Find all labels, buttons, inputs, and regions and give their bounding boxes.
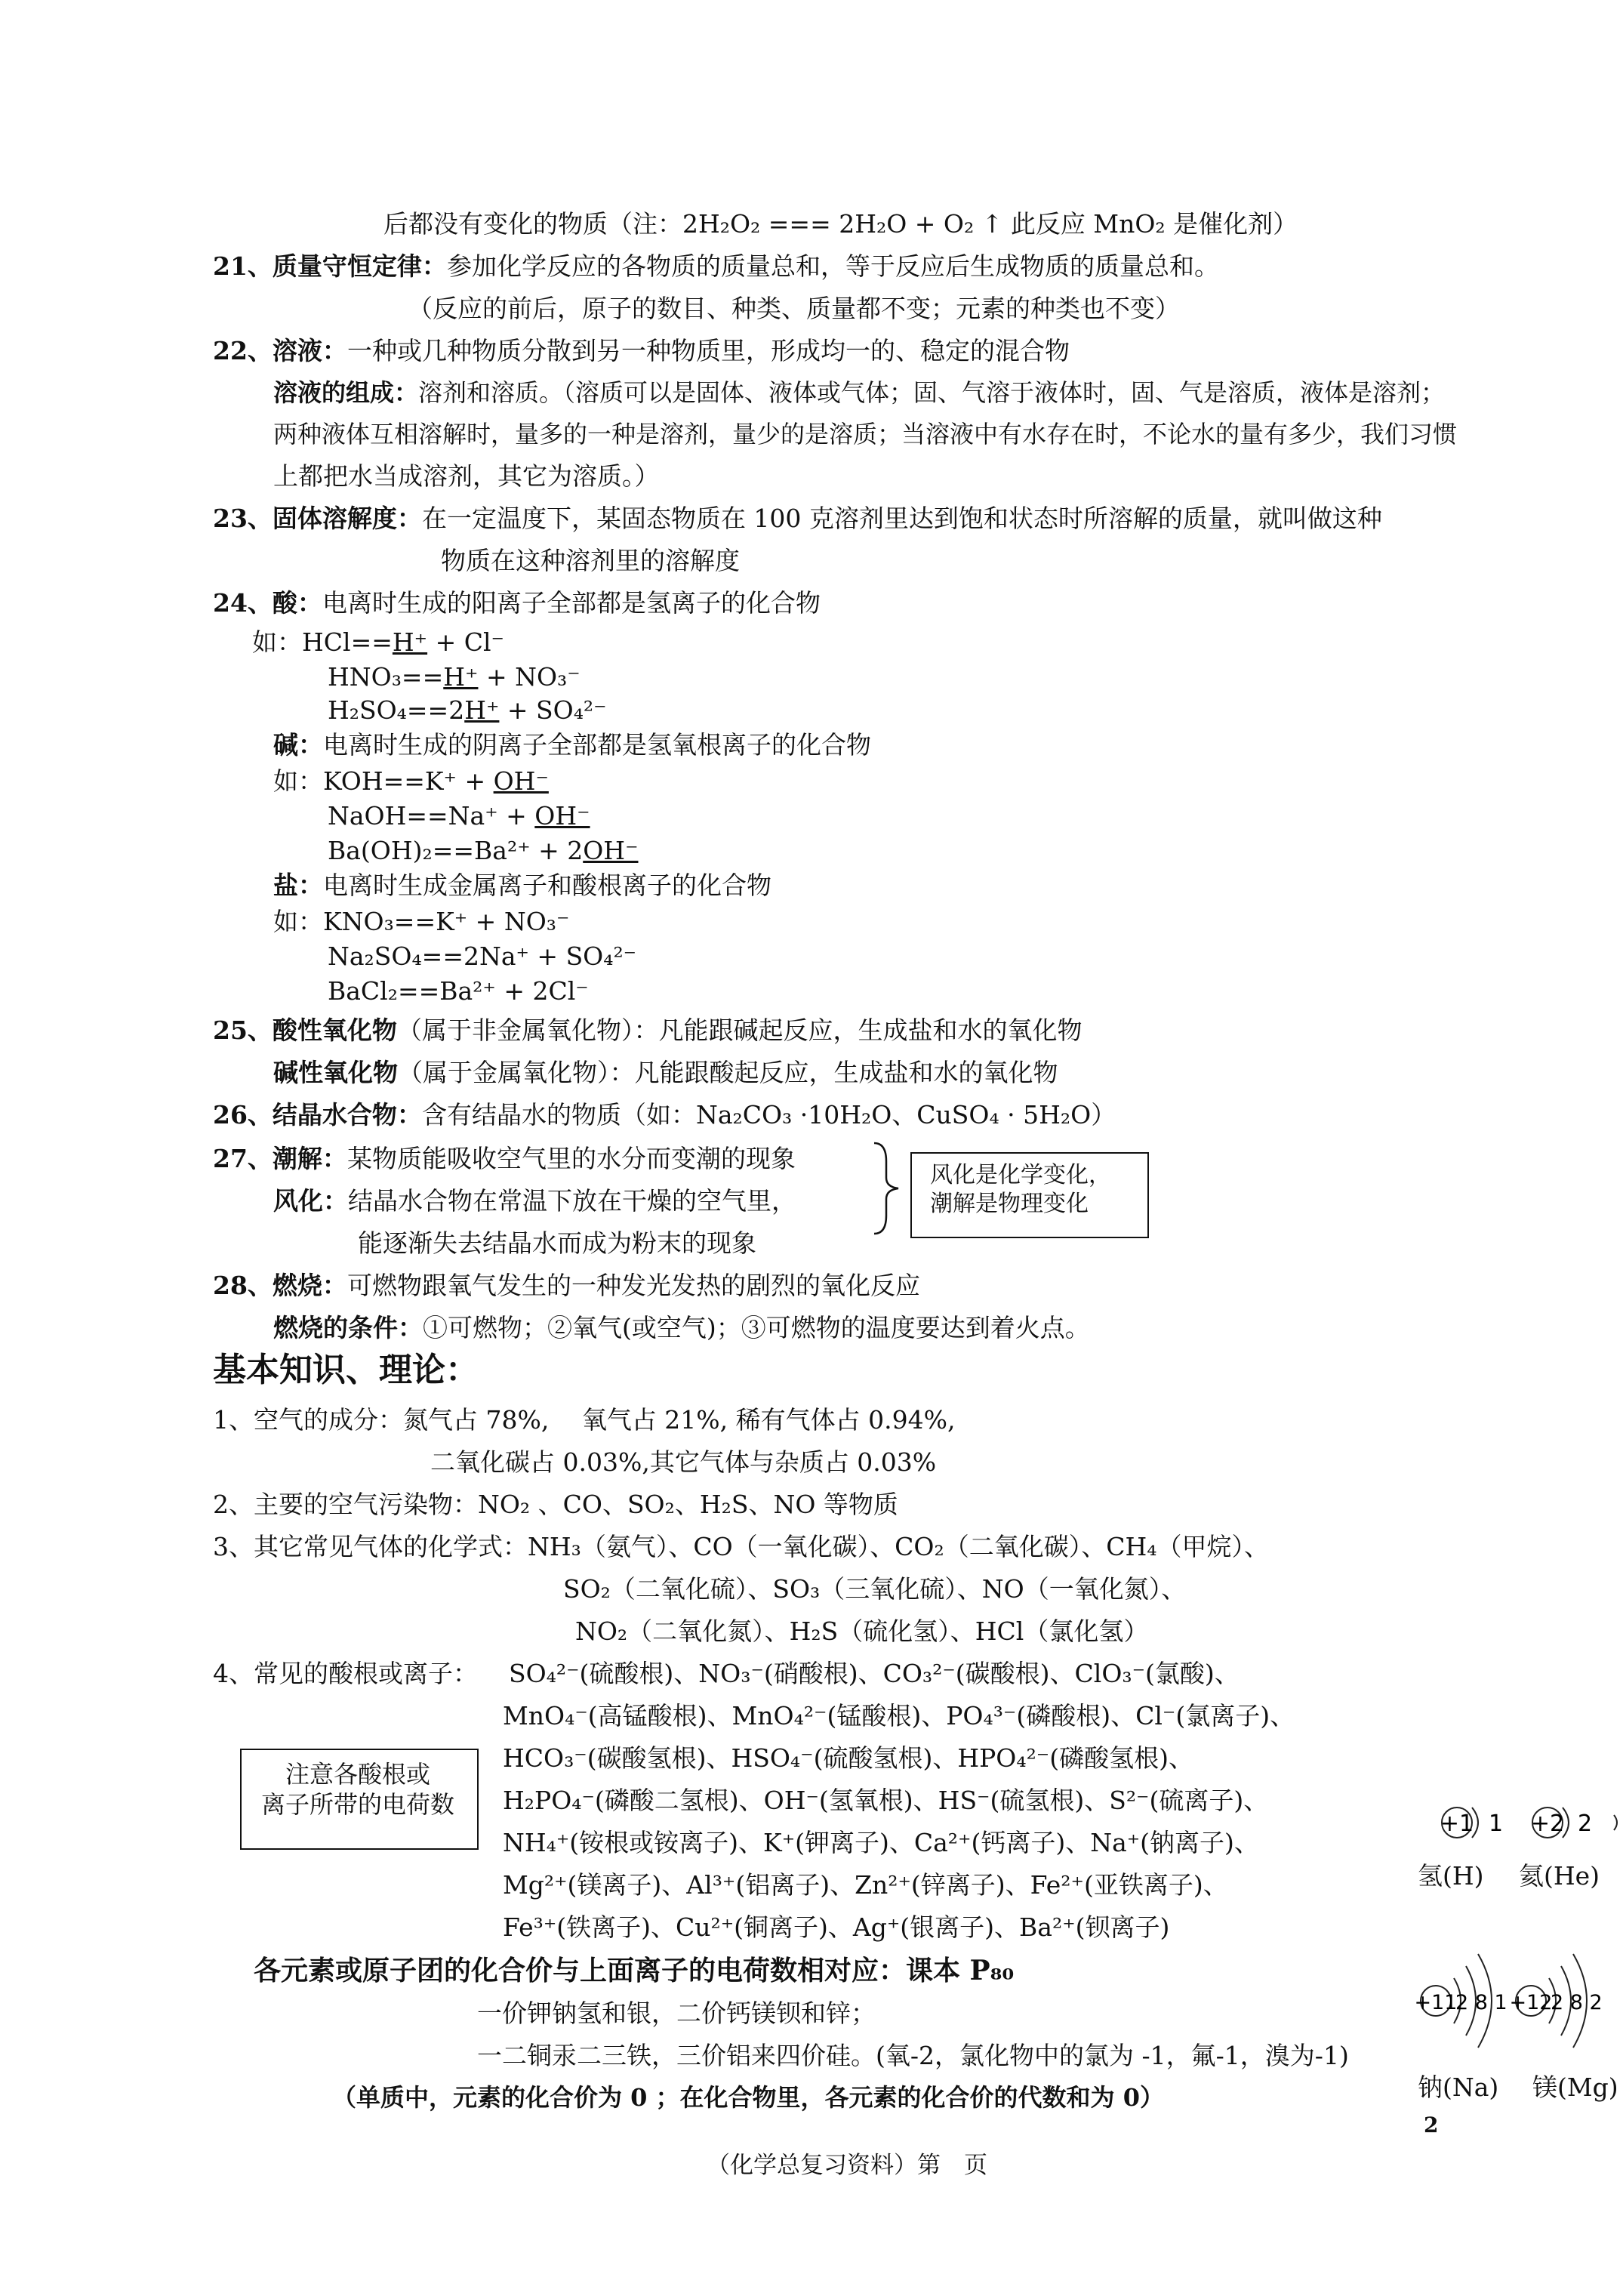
- weathering-note-text: 风化是化学变化， 潮解是物理变化: [930, 1162, 1111, 1217]
- item-25-b-title: 碱性氧化物: [273, 1058, 398, 1087]
- ions-line-3: HCO₃⁻(碳酸氢根)、HSO₄⁻(硫酸氢根)、HPO₄²⁻(磷酸氢根)、: [503, 1743, 1193, 1773]
- base-2-pre: NaOH==Na⁺ +: [328, 801, 535, 831]
- h-nucleus: +1: [1440, 1811, 1474, 1837]
- item-24: [213, 589, 821, 618]
- acid-2-post: + NO₃⁻: [478, 662, 581, 692]
- acid-equation-2: [328, 663, 581, 692]
- salt-equation-1: 如：KNO₃==K⁺ + NO₃⁻: [273, 907, 570, 936]
- na-shells: 2 8 1: [1455, 1991, 1508, 2014]
- base-2-ion: OH⁻: [534, 801, 590, 831]
- item-26: [213, 1101, 1116, 1130]
- atom-sodium-magnesium: [1412, 1940, 1623, 2061]
- basics-3-b: SO₂（二氧化硫）、SO₃（三氧化硫）、NO（一氧化氮）、: [563, 1574, 1187, 1604]
- base-equation-3: [328, 837, 639, 865]
- valence-rule-3: （单质中，元素的化合价为 0 ；在化合物里，各元素的化合价的代数和为 0）: [332, 2083, 1164, 2112]
- item-21: [213, 252, 1219, 281]
- item-21-note: （反应的前后，原子的数目、种类、质量都不变；元素的种类也不变）: [408, 294, 1180, 323]
- item-22: [213, 337, 1070, 365]
- acid-3-post: + SO₄²⁻: [499, 695, 607, 725]
- acid-equation-1: [252, 628, 504, 657]
- item-27-b: [273, 1187, 796, 1216]
- section-heading: 基本知识、理论：: [213, 1351, 479, 1389]
- basics-3-c: NO₂（二氧化氮）、H₂S（硫化氢）、HCl（氯化氢）: [575, 1616, 1149, 1646]
- ions-line-2: MnO₄⁻(高锰酸根)、MnO₄²⁻(锰酸根)、PO₄³⁻(磷酸根)、Cl⁻(氯离子)、: [503, 1701, 1295, 1730]
- valence-title: 各元素或原子团的化合价与上面离子的电荷数相对应：课本 P₈₀: [254, 1955, 1015, 1986]
- item-25-b-text: （属于金属氧化物）：凡能跟酸起反应，生成盐和水的氧化物: [398, 1058, 1058, 1087]
- atom-label-he: 氦(He): [1519, 1861, 1600, 1891]
- ions-line-6: Mg²⁺(镁离子)、Al³⁺(铝离子)、Zn²⁺(锌离子)、Fe²⁺(亚铁离子)、: [503, 1870, 1228, 1900]
- mg-nucleus: +12: [1509, 1991, 1553, 2014]
- acid-1-ion: H⁺: [392, 627, 428, 657]
- item-26-title: 26、结晶水合物：: [213, 1100, 422, 1130]
- item-28: [213, 1271, 920, 1300]
- basics-2: 2、主要的空气污染物：NO₂ 、CO、SO₂、H₂S、NO 等物质: [213, 1490, 898, 1519]
- basics-1-a: 1、空气的成分：氮气占 78%, 氧气占 21%, 稀有气体占 0.94%,: [213, 1405, 956, 1435]
- base-1-pre: 如：KOH==K⁺ +: [273, 766, 494, 796]
- item-27-b-text1: 结晶水合物在常温下放在干燥的空气里，: [348, 1186, 796, 1216]
- atom-label-mg: 镁(Mg): [1532, 2073, 1618, 2102]
- item-22-sub: [273, 379, 1445, 407]
- salt-equation-3: BaCl₂==Ba²⁺ + 2Cl⁻: [328, 976, 589, 1006]
- basics-1-b: 二氧化碳占 0.03%,其它气体与杂质占 0.03%: [430, 1447, 937, 1477]
- item-26-text: 含有结晶水的物质（如：Na₂CO₃ ·10H₂O、CuSO₄ · 5H₂O）: [421, 1100, 1116, 1130]
- acid-3-ion: H⁺: [464, 695, 500, 725]
- footer-text: （化学总复习资料）第 页: [707, 2152, 987, 2179]
- salt-title: 盐：: [273, 871, 323, 900]
- ions-line-5: NH₄⁺(铵根或铵离子)、K⁺(钾离子)、Ca²⁺(钙离子)、Na⁺(钠离子)、: [503, 1828, 1259, 1857]
- item-28-b-text: ①可燃物；②氧气(或空气)；③可燃物的温度要达到着火点。: [423, 1313, 1090, 1342]
- item-27-title: 27、潮解：: [213, 1144, 347, 1173]
- acid-equation-3: [328, 696, 607, 725]
- base-3-pre: Ba(OH)₂==Ba²⁺ + 2: [328, 836, 584, 865]
- item-22-sub-text3: 上都把水当成溶剂，其它为溶质。）: [273, 461, 660, 491]
- item-21-title: 21、质量守恒定律：: [213, 251, 447, 281]
- salt-text: 电离时生成金属离子和酸根离子的化合物: [323, 871, 771, 900]
- salt-equation-2: Na₂SO₄==2Na⁺ + SO₄²⁻: [328, 942, 637, 971]
- item-25-text: （属于非金属氧化物）：凡能跟碱起反应，生成盐和水的氧化物: [396, 1015, 1083, 1045]
- item-22-title: 22、溶液：: [213, 336, 347, 365]
- item-25-b: [273, 1059, 1058, 1087]
- item-28-b: [273, 1314, 1090, 1342]
- item-22-text: 一种或几种物质分散到另一种物质里，形成均一的、稳定的混合物: [346, 336, 1070, 365]
- salt-definition: [273, 871, 771, 900]
- item-22-sub-text1: 溶剂和溶质。（溶质可以是固体、液体或气体；固、气溶于液体时，固、气是溶质，液体是溶剂；: [418, 378, 1446, 407]
- base-1-ion: OH⁻: [493, 766, 549, 796]
- item-27: [213, 1145, 796, 1173]
- item-21-text: 参加化学反应的各物质的质量总和，等于反应后生成物质的质量总和。: [446, 251, 1219, 281]
- base-title: 碱：: [273, 730, 323, 760]
- acid-3-pre: H₂SO₄==2: [328, 695, 465, 725]
- item-27-text: 某物质能吸收空气里的水分而变潮的现象: [346, 1144, 796, 1173]
- item-23-text1: 在一定温度下，某固态物质在 100 克溶剂里达到饱和状态时所溶解的质量，就叫做这种: [421, 504, 1382, 533]
- item-25: [213, 1016, 1082, 1045]
- item-22-sub-title: 溶液的组成：: [273, 378, 419, 407]
- item-23: [213, 504, 1382, 533]
- basics-4-title: 4、常见的酸根或离子：: [213, 1659, 478, 1688]
- item-23-title: 23、固体溶解度：: [213, 504, 422, 533]
- charge-note-text: 注意各酸根或 离子所带的电荷数: [261, 1760, 455, 1819]
- ions-line-1: SO₄²⁻(硫酸根)、NO₃⁻(硝酸根)、CO₃²⁻(碳酸根)、ClO₃⁻(氯酸)、: [509, 1659, 1240, 1688]
- valence-rule-2: 一二铜汞二三铁，三价铝来四价硅。(氧-2，氯化物中的氯为 -1，氟-1，溴为-1): [477, 2041, 1349, 2070]
- catalyst-note-line: 后都没有变化的物质（注：2H₂O₂ === 2H₂O + O₂ ↑ 此反应 MnO₂ 是催化剂）: [383, 209, 1298, 239]
- base-definition: [273, 731, 871, 760]
- page-number: 2: [1424, 2113, 1439, 2137]
- atom-label-h: 氢(H): [1418, 1861, 1484, 1891]
- acid-1-post: + Cl⁻: [427, 627, 504, 657]
- mg-shells: 2 8 2: [1551, 1991, 1603, 2014]
- item-27-b-text2: 能逐渐失去结晶水而成为粉末的现象: [358, 1228, 756, 1258]
- he-nucleus: +2: [1530, 1811, 1565, 1837]
- item-25-title: 25、酸性氧化物: [213, 1015, 397, 1045]
- item-28-text: 可燃物跟氧气发生的一种发光发热的剧烈的氧化反应: [346, 1271, 920, 1300]
- acid-2-pre: HNO₃==: [328, 662, 444, 692]
- base-text: 电离时生成的阴离子全部都是氢氧根离子的化合物: [323, 730, 871, 760]
- brace-icon: [868, 1139, 906, 1237]
- item-28-b-title: 燃烧的条件：: [273, 1313, 423, 1342]
- base-equation-1: [273, 767, 549, 796]
- acid-2-ion: H⁺: [443, 662, 479, 692]
- h-shell: 1: [1489, 1811, 1504, 1837]
- valence-rule-1: 一价钾钠氢和银，二价钙镁钡和锌；: [477, 1999, 876, 2028]
- base-3-ion: OH⁻: [583, 836, 639, 865]
- acid-1-pre: 如：HCl==: [252, 627, 393, 657]
- item-24-title: 24、酸：: [213, 588, 322, 618]
- item-28-title: 28、燃烧：: [213, 1271, 347, 1300]
- he-shell: 2: [1578, 1811, 1593, 1837]
- item-22-sub-text2: 两种液体互相溶解时，量多的一种是溶剂，量少的是溶质；当溶液中有水存在时，不论水的量有多少，我们习惯: [273, 420, 1458, 448]
- ions-line-7: Fe³⁺(铁离子)、Cu²⁺(铜离子)、Ag⁺(银离子)、Ba²⁺(钡离子): [503, 1912, 1170, 1942]
- atom-label-na: 钠(Na): [1418, 2073, 1499, 2102]
- item-23-text2: 物质在这种溶剂里的溶解度: [441, 546, 740, 575]
- item-27-b-title: 风化：: [273, 1186, 348, 1216]
- item-24-text: 电离时生成的阳离子全部都是氢离子的化合物: [322, 588, 821, 618]
- ions-line-4: H₂PO₄⁻(磷酸二氢根)、OH⁻(氢氧根)、HS⁻(硫氢根)、S²⁻(硫离子)、: [503, 1786, 1269, 1815]
- na-nucleus: +11: [1414, 1991, 1458, 2014]
- basics-3-a: 3、其它常见气体的化学式：NH₃（氨气）、CO（一氧化碳）、CO₂（二氧化碳）、CH₄（甲烷）、: [213, 1532, 1269, 1561]
- base-equation-2: [328, 802, 590, 831]
